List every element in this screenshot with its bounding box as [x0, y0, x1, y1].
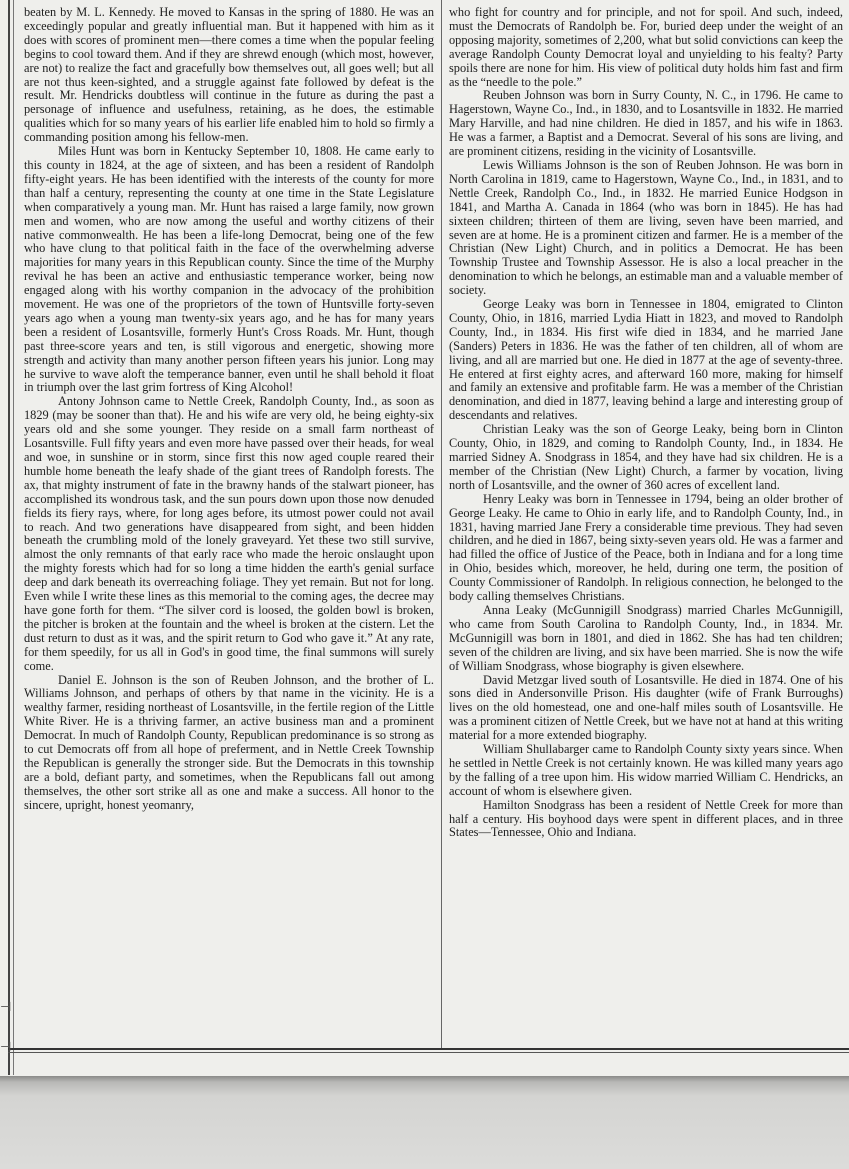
- margin-corner-mark: ⊣: [0, 1040, 12, 1055]
- paragraph-henry-leaky: Henry Leaky was born in Tennessee in 1794, being an older brother of George Leaky. He came to Ohio in early life, and to Randolph County, Ind., in 1831, having married Jane Frery a considerable time previous. They had seven children, and he died in 1867, being sixty-seven years old. He was a farmer and had filled the office of Justice of the Peace, both in Indiana and for a long time in Ohio, besides which, moreover, he held, during one term, the position of County Commissioner of Randolph. In religious connection, he belonged to the body calling themselves Christians.: [449, 491, 843, 604]
- paragraph-william-shullabarger: William Shullabarger came to Randolph County sixty years since. When he settled in Nettle Creek is not certainly known. He was killed many years ago by the falling of a tree upon him. His widow married William C. Hendricks, an account of whom is elsewhere given.: [449, 742, 843, 798]
- margin-tick-mark: ⊣: [0, 1000, 12, 1015]
- paragraph-hendricks-end: beaten by M. L. Kennedy. He moved to Kansas in the spring of 1880. He was an exceedingly popular and greatly influential man. But it happened with him as it does with scores of prominent men—there comes a time when the popular feeling begins to cool toward them. And if they are shrewd enough (which most, however, are not) to realize the fact and gracefully bow themselves out, all goes well; but all are not thus keen-sighted, and a struggle against fate followed by defeat is the result. Mr. Hendricks doubtless will continue in the future as during the past a personage of influence and usefulness, retaining, as he does, the estimable qualities which for so many years of his earlier life enabled him to hold so firmly a commanding position among his fellow-men.: [24, 5, 434, 145]
- paragraph-hamilton-snodgrass: Hamilton Snodgrass has been a resident of Nettle Creek for more than half a century. His boyhood days were spent in different places, and in three States—Tennessee, Ohio and Indiana.: [449, 797, 843, 840]
- column-divider: [441, 0, 442, 1050]
- paragraph-lewis-williams-johnson: Lewis Williams Johnson is the son of Reuben Johnson. He was born in North Carolina in 1819, came to Hagerstown, Wayne Co., Ind., in 1831, and to Nettle Creek, Randolph Co., Ind., in 1832. He married Eunice Hodgson in 1841, and Martha A. Canada in 1864 (who was born in 1845). He has had sixteen children; thirteen of them are living, seven have been married, and seven are at home. He is a prominent citizen and farmer. He is a member of the Christian (New Light) Church, and in politics a Democrat. He has been Township Trustee and Township Assessor. He is also a local preacher in the denomination to which he belongs, an estimable man and a valuable member of society.: [449, 157, 843, 298]
- paragraph-antony-johnson: Antony Johnson came to Nettle Creek, Randolph County, Ind., as soon as 1829 (may be sooner than that). He and his wife are very old, he being eighty-six years old and she some younger. They reside on a small farm northeast of Losantsville. Full fifty years and even more have passed over their heads, for weal and woe, in sunshine or in storm, since first this now aged couple reared their humble home beneath the leafy shade of the giant trees of Randolph forests. The ax, that mighty instrument of fate in the brawny hands of the stalwart pioneer, has accomplished its wondrous task, and the sun pours down upon those now denuded fields its fiery rays, where, for long ages before, its utmost power could not avail to reach. And two generations have disappeared from sight, and been hidden beneath the crumbling mold of the lonely graveyard. Yet these two still survive, almost the only remnants of that early race who made the heroic onslaught upon the mighty forests which had for so long a time hidden the earth's genial surface deep and dark beneath its overreaching foliage. They yet remain. But not for long. Even while I write these lines as this memorial to the coming ages, the decree may have gone forth for them. “The silver cord is loosed, the golden bowl is broken, the pitcher is broken at the fountain and the wheel is broken at the cistern. Let the dust return to dust as it was, and the spirit return to God who gave it.” At any rate, for them speedily, for us all in God's in good time, the final summons will surely come.: [24, 394, 434, 673]
- paragraph-david-metzgar: David Metzgar lived south of Losantsville. He died in 1874. One of his sons died in Andersonville Prison. His daughter (wife of Frank Burroughs) lives on the old homestead, one and one-half miles south of Losantsville. He was a prominent citizen of Nettle Creek, but we have not at hand at this writing material for a more extended biography.: [449, 672, 843, 743]
- paragraph-miles-hunt: Miles Hunt was born in Kentucky September 10, 1808. He came early to this county in 1824, at the age of sixteen, and has been a resident of Randolph fifty-eight years. He has been identified with the interests of the county for more than half a century, representing the county at one time in the State Legislature when comparatively a young man. Mr. Hunt has raised a large family, now grown men and women, who are now among the useful and worthy citizens of their native commonwealth. He has been a life-long Democrat, being one of the few who have clung to that political faith in the face of the overwhelming adverse majorities for many years in this Republican county. Since the time of the Murphy revival he has been an active and enthusiastic temperance worker, being now engaged along with his worthy companion in the advocacy of the prohibition movement. He was one of the proprietors of the town of Huntsville forty-seven years ago when a young man twenty-six years ago, and he has for many years been a resident of Losantsville, formerly Hunt's Cross Roads. Mr. Hunt, though past three-score years and ten, is still vigorous and energetic, showing more strength and activity than many another person fifteen years his junior. Long may he survive to wave aloft the temperance banner, even until he shall behold it float in triumph over the last grim fortress of King Alcohol!: [24, 144, 434, 395]
- right-column: [449, 6, 843, 840]
- scan-background: [0, 1076, 849, 1169]
- left-margin-rule-inner: [13, 0, 14, 1075]
- paragraph-anna-leaky: Anna Leaky (McGunnigill Snodgrass) married Charles McGunnigill, who came from South Carolina to Randolph County, Ind., in 1834. Mr. McGunnigill was born in 1801, and died in 1862. She has had ten children; seven of the children are living, and six have been married. She is now the wife of William Snodgrass, whose biography is given elsewhere.: [449, 602, 843, 673]
- paragraph-christian-leaky: Christian Leaky was the son of George Leaky, being born in Clinton County, Ohio, in 1829, and coming to Randolph County, Ind., in 1834. He married Sidney A. Snodgrass in 1854, and they have had six children. He is a member of the Christian (New Light) Church, a farmer by vocation, living north of Losantsville, and the owner of 360 acres of excellent land.: [449, 422, 843, 492]
- paragraph-democrats-continued: who fight for country and for principle, and not for spoil. And such, indeed, must the Democrats of Randolph be. For, buried deep under the weight of an opposing majority, sometimes of 2,200, what but solid convictions can keep the average Randolph County Democrat loyal and unyielding to his fealty? Party spoils there are none for him. His view of political duty holds him fast and firm as the “needle to the pole.”: [449, 5, 843, 89]
- left-margin-rule: [8, 0, 10, 1075]
- bottom-rule: [8, 1048, 849, 1050]
- left-column: [24, 6, 434, 813]
- bottom-rule-inner: [8, 1052, 849, 1053]
- paragraph-reuben-johnson: Reuben Johnson was born in Surry County, N. C., in 1796. He came to Hagerstown, Wayne Co., Ind., in 1830, and to Losantsville in 1832. He married Mary Harville, and had nine children. He died in 1857, and his wife in 1863. He was a farmer, a Baptist and a Democrat. Several of his sons are living, and are prominent citizens, residing in the vicinity of Losantsville.: [449, 88, 843, 159]
- paragraph-george-leaky: George Leaky was born in Tennessee in 1804, emigrated to Clinton County, Ohio, in 1816, married Lydia Hiatt in 1823, and moved to Randolph County, Ind., in 1834. His first wife died in 1834, and he married Jane (Sanders) Peters in 1836. He was the father of ten children, all of whom are living, and all are married but one. He died in 1877 at the age of seventy-three. He entered at first eighty acres, and afterward 160 more, making for himself and family an extensive and profitable farm. He was a member of the Christian denomination, and died in 1877, leaving behind a large and interesting group of descendants and relatives.: [449, 297, 843, 423]
- paragraph-daniel-johnson: Daniel E. Johnson is the son of Reuben Johnson, and the brother of L. Williams Johnson, and perhaps of others by that name in the vicinity. He is a wealthy farmer, residing northeast of Losantsville, in the fertile region of the Little White River. He is a thriving farmer, an active business man and a prominent Democrat. In much of Randolph County, Republican predominance is so strong as to cut Democrats off from all hope of preferment, and in Nettle Creek Township the Republican is generally the stronger side. But the Democrats in this township are a bold, defiant party, and sometimes, when the Republicans fall out among themselves, the other sort strike all as one and make a success. All honor to the sincere, upright, honest yeomanry,: [24, 672, 434, 812]
